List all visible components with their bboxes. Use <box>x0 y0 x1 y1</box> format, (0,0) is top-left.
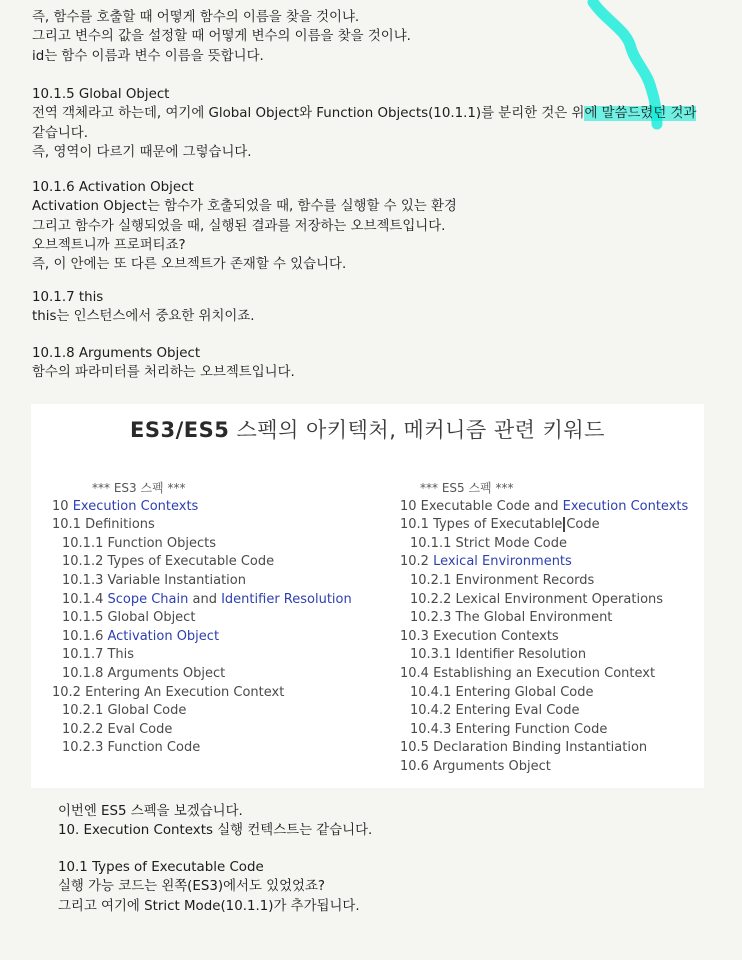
spec-row: 10.4.2 Entering Eval Code <box>410 703 580 719</box>
spec-keyword: Activation Object <box>107 628 220 644</box>
spec-text: 10.1 Types of Executable <box>400 517 563 533</box>
text-line: 그리고 여기에 Strict Mode(10.1.1)가 추가됩니다. <box>58 898 360 914</box>
text-line: 오브젝트니까 프로퍼티죠? <box>32 237 186 253</box>
column-header: *** ES5 스펙 *** <box>420 481 514 495</box>
spec-number: 10 Executable Code and <box>400 498 563 514</box>
spec-row: 10.1.8 Arguments Object <box>62 665 226 681</box>
spec-row <box>52 628 352 647</box>
spec-keyword: Execution Contexts <box>562 498 689 514</box>
spec-number: 10.2 <box>400 554 434 570</box>
spec-text: Code <box>566 517 600 533</box>
text-line: 같습니다. <box>32 125 88 141</box>
es3-spec-column <box>52 479 352 758</box>
es5-spec-column <box>400 479 688 777</box>
spec-row: 10.1.5 Global Object <box>62 610 196 626</box>
text-line: 그리고 변수의 값을 설정할 때 어떻게 변수의 이름을 찾을 것이냐. <box>32 29 411 45</box>
section-heading: 10.1 Types of Executable Code <box>58 860 264 875</box>
text-line: Activation Object는 함수가 호출되었을 때, 함수를 실행할 수 있는 환경 <box>32 199 457 215</box>
slide-title-bold: ES3/ES5 <box>130 418 230 442</box>
text-line: 즉, 이 안에는 또 다른 오브젝트가 존재할 수 있습니다. <box>32 257 347 273</box>
spec-row <box>400 498 688 517</box>
paragraph-activation-object <box>32 178 457 274</box>
text-span: 전역 객체라고 하는데, 여기에 Global Object와 Function Objects(10.1.1)를 분리한 것은 위 <box>32 106 585 122</box>
paragraph-name-lookup <box>32 8 411 66</box>
spec-keyword: Lexical Environments <box>433 554 572 570</box>
spec-number: 10.1.6 <box>62 628 108 644</box>
spec-row: 10.3.1 Identifier Resolution <box>410 647 587 663</box>
spec-row: 10.3 Execution Contexts <box>400 628 559 644</box>
text-line: 즉, 함수를 호출할 때 어떻게 함수의 이름을 찾을 것이냐. <box>32 10 360 25</box>
text-line <box>32 104 696 123</box>
spec-row: 10.2.2 Eval Code <box>62 721 173 737</box>
highlighted-text: 에 말씀드렸던 것과 <box>584 106 697 122</box>
spec-row: 10.2.3 The Global Environment <box>410 610 613 626</box>
spec-keyword: Scope Chain <box>107 591 189 607</box>
text-line: 이번엔 ES5 스펙을 보겠습니다. <box>58 804 243 819</box>
paragraph-global-object <box>32 85 696 162</box>
spec-row: 10.4.1 Entering Global Code <box>410 684 594 700</box>
spec-number: 10.1.4 <box>62 591 108 607</box>
spec-row: 10.1.7 This <box>62 647 135 663</box>
section-heading: 10.1.5 Global Object <box>32 87 170 102</box>
spec-conjunction: and <box>188 591 222 607</box>
spec-row: 10.1.2 Types of Executable Code <box>62 554 275 570</box>
section-heading: 10.1.7 this <box>32 290 104 305</box>
spec-row: 10.1.1 Strict Mode Code <box>410 535 567 551</box>
paragraph-es5-intro <box>58 802 372 841</box>
text-line: 즉, 영역이 다르기 때문에 그렇습니다. <box>32 144 252 160</box>
spec-row: 10.2.2 Lexical Environment Operations <box>410 591 664 607</box>
spec-row: 10.2 Entering An Execution Context <box>52 684 285 700</box>
spec-row: 10.2.1 Global Code <box>62 703 187 719</box>
spec-row <box>52 591 352 610</box>
spec-row: 10.4.3 Entering Function Code <box>410 721 608 737</box>
spec-row: 10.5 Declaration Binding Instantiation <box>400 740 648 756</box>
spec-row: 10.1 Definitions <box>52 517 155 533</box>
text-line: 함수의 파라미터를 처리하는 오브젝트입니다. <box>32 365 295 381</box>
spec-row: 10.1.3 Variable Instantiation <box>62 572 246 588</box>
spec-row: 10.1.1 Function Objects <box>62 535 217 551</box>
spec-row <box>400 553 688 572</box>
spec-row <box>52 498 352 517</box>
text-line: id는 함수 이름과 변수 이름을 뜻합니다. <box>32 48 264 64</box>
spec-keyword: Identifier Resolution <box>221 591 352 607</box>
text-line: this는 인스턴스에서 중요한 위치이죠. <box>32 309 255 325</box>
spec-number: 10 <box>52 498 73 514</box>
text-line: 그리고 함수가 실행되었을 때, 실행된 결과를 저장하는 오브젝트입니다. <box>32 218 446 234</box>
spec-row: 10.2.1 Environment Records <box>410 572 595 588</box>
paragraph-arguments-object <box>32 344 295 383</box>
spec-row: 10.6 Arguments Object <box>400 758 551 774</box>
spec-keyword: Execution Contexts <box>72 498 199 514</box>
section-heading: 10.1.8 Arguments Object <box>32 346 201 361</box>
paragraph-this <box>32 288 255 327</box>
spec-keywords-slide <box>31 404 704 788</box>
text-line: 실행 가능 코드는 왼쪽(ES3)에서도 있었었죠? <box>58 879 326 895</box>
text-line: 10. Execution Contexts 실행 컨텍스트는 같습니다. <box>58 823 373 839</box>
slide-title <box>31 414 704 444</box>
paragraph-executable-code <box>58 858 360 916</box>
spec-row <box>400 516 688 535</box>
column-header: *** ES3 스펙 *** <box>92 481 186 495</box>
spec-row: 10.4 Establishing an Execution Context <box>400 665 656 681</box>
slide-title-rest: 스펙의 아키텍처, 메커니즘 관련 키워드 <box>229 418 605 442</box>
section-heading: 10.1.6 Activation Object <box>32 180 194 195</box>
spec-row: 10.2.3 Function Code <box>62 740 201 756</box>
